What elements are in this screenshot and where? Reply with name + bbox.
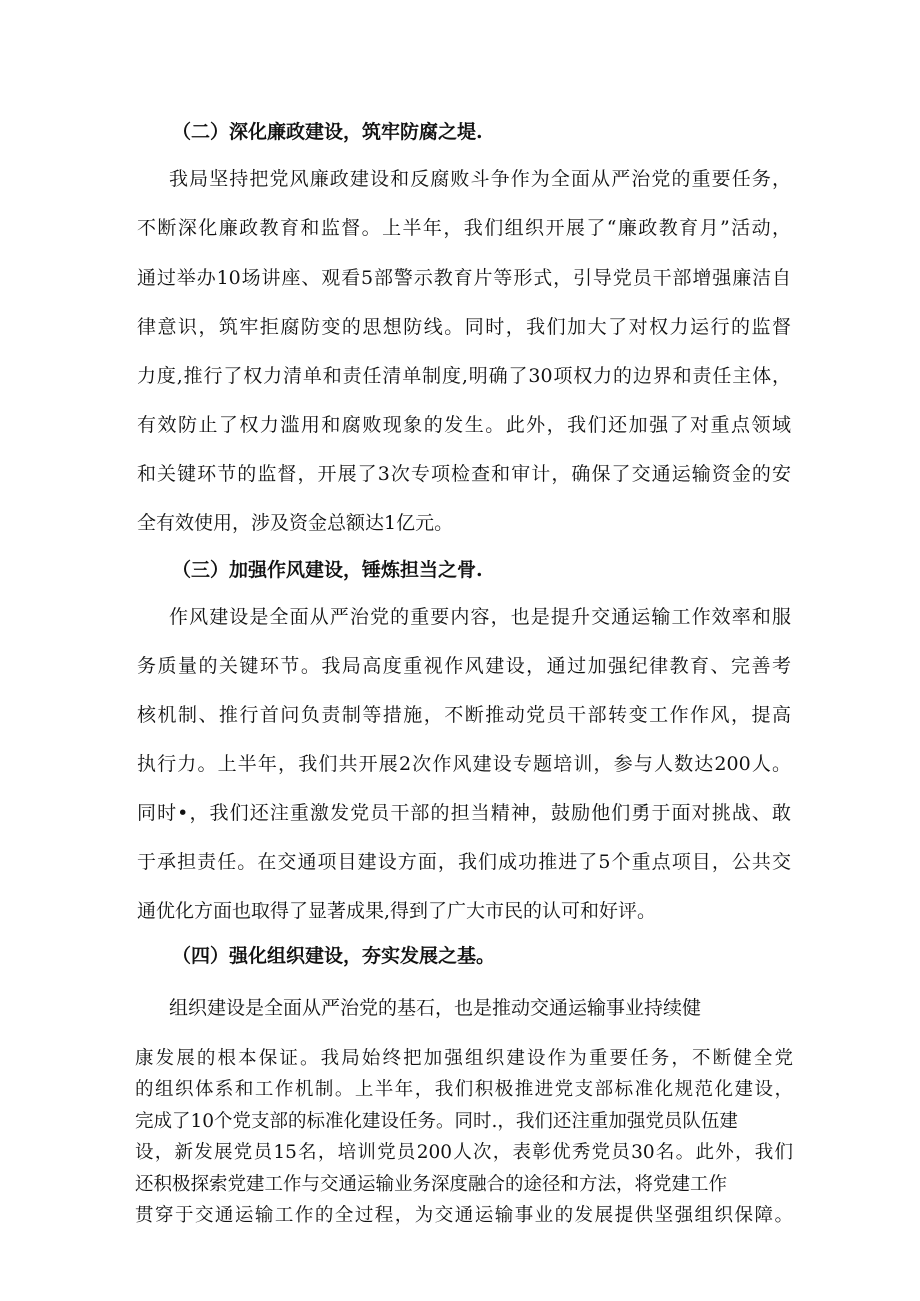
section-3-line-1: 作风建设是全面从严治党的重要内容，也是提升交通运输工作效率和服 xyxy=(169,606,791,628)
section-4-line-5: 还积极探索党建工作与交通运输业务深度融合的途径和方法，将党建工作 xyxy=(135,1174,728,1195)
section-2-heading: （二）深化廉政建设，筑牢防腐之堤. xyxy=(172,121,483,143)
section-3-line-5: 同时•，我们还注重激发党员干部的担当精神，鼓励他们勇于面对挑战、敢 xyxy=(137,802,791,824)
section-4-line-3: 完成了10个党支部的标准化建设任务。同时.，我们还注重加强党员队伍建 xyxy=(135,1111,738,1132)
section-4-heading: （四）强化组织建设，夯实发展之基。 xyxy=(172,945,496,967)
section-2-line-3: 通过举办10场讲座、观看5部警示教育片等形式，引导党员干部增强廉洁自 xyxy=(137,267,791,289)
section-2-line-6: 有效防止了权力滥用和腐败现象的发生。此外，我们还加强了对重点领域 xyxy=(137,414,791,436)
section-4-line-1: 康发展的根本保证。我局始终把加强组织建设作为重要任务，不断健全党 xyxy=(135,1048,793,1069)
section-3-line-2: 务质量的关键环节。我局高度重视作风建设，通过加强纪律教育、完善考 xyxy=(137,655,791,677)
section-3-heading: （三）加强作风建设，锤炼担当之骨. xyxy=(172,559,483,581)
section-3-line-3: 核机制、推行首问负责制等措施，不断推动党员干部转变工作作风，提高 xyxy=(137,704,791,726)
section-2-line-8: 全有效使用，涉及资金总额达1亿元。 xyxy=(137,512,454,534)
section-4-line-2: 的组织体系和工作机制。上半年，我们积极推进党支部标准化规范化建设， xyxy=(135,1079,793,1100)
section-4-first-line: 组织建设是全面从严治党的基石，也是推动交通运输事业持续健 xyxy=(169,997,702,1019)
section-2-line-1: 我局坚持把党风廉政建设和反腐败斗争作为全面从严治党的重要任务， xyxy=(169,168,791,190)
section-3-line-4: 执行力。上半年，我们共开展2次作风建设专题培训，参与人数达200人。 xyxy=(137,753,791,775)
section-3-line-7: 通优化方面也取得了显著成果,得到了广大市民的认可和好评。 xyxy=(137,900,657,922)
section-3-line-6: 于承担责任。在交通项目建设方面，我们成功推进了5个重点项目，公共交 xyxy=(137,851,791,873)
section-2-line-4: 律意识，筑牢拒腐防变的思想防线。同时，我们加大了对权力运行的监督 xyxy=(137,316,791,338)
section-2-line-2: 不断深化廉政教育和监督。上半年，我们组织开展了“廉政教育月”活动， xyxy=(137,217,791,239)
section-4-line-4: 设，新发展党员15名，培训党员200人次，表彰优秀党员30名。此外，我们 xyxy=(135,1142,793,1163)
section-2-line-5: 力度,推行了权力清单和责任清单制度,明确了30项权力的边界和责任主体， xyxy=(137,365,791,387)
section-2-line-7: 和关键环节的监督，开展了3次专项检查和审计，确保了交通运输资金的安 xyxy=(137,463,791,485)
section-4-line-6: 贯穿于交通运输工作的全过程，为交通运输事业的发展提供坚强组织保障。 xyxy=(135,1205,793,1226)
